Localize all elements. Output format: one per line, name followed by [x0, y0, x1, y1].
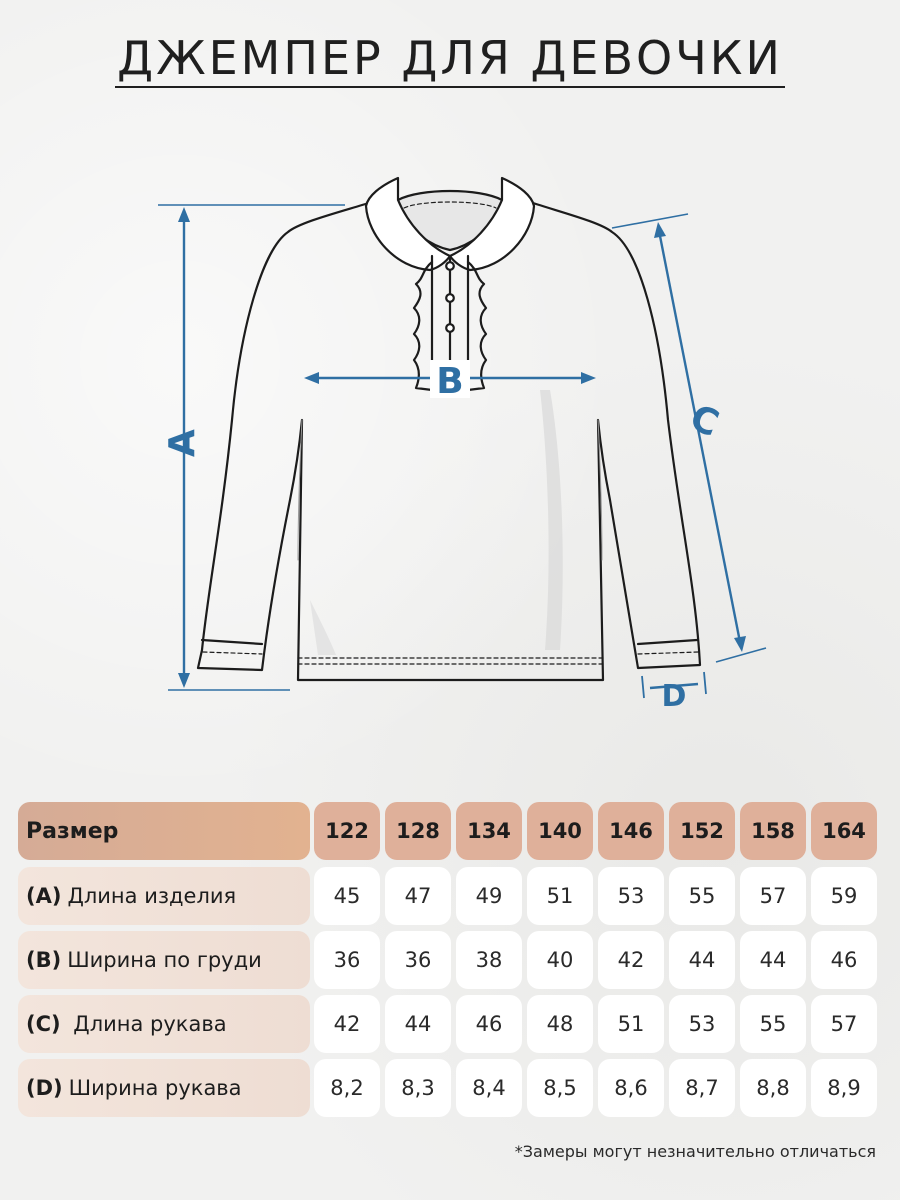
value-cell: 8,8: [740, 1059, 806, 1117]
table-row-d: [18, 1059, 878, 1117]
row-code: (C): [26, 1012, 61, 1036]
row-label: [18, 867, 310, 925]
value-cell: 53: [598, 867, 664, 925]
row-label: [18, 995, 310, 1053]
row-name: Ширина рукава: [68, 1076, 242, 1100]
dimension-c-label: C: [684, 397, 725, 446]
size-cell: 140: [527, 802, 593, 860]
value-cell: 40: [527, 931, 593, 989]
value-cell: 8,6: [598, 1059, 664, 1117]
value-cell: 53: [669, 995, 735, 1053]
size-cell: 152: [669, 802, 735, 860]
size-cell: 128: [385, 802, 451, 860]
row-label: [18, 1059, 310, 1117]
value-cell: 55: [740, 995, 806, 1053]
size-cell: 134: [456, 802, 522, 860]
value-cell: 8,4: [456, 1059, 522, 1117]
left-cuff: [202, 640, 262, 644]
button-2: [446, 294, 454, 302]
value-cell: 8,3: [385, 1059, 451, 1117]
size-cell: 122: [314, 802, 380, 860]
value-cell: 46: [811, 931, 877, 989]
value-cell: 8,9: [811, 1059, 877, 1117]
button-1: [446, 262, 454, 270]
value-cell: 44: [669, 931, 735, 989]
size-cell: 164: [811, 802, 877, 860]
size-cell: 158: [740, 802, 806, 860]
value-cell: 36: [314, 931, 380, 989]
dimension-b-label: B: [436, 361, 464, 402]
row-name: Ширина по груди: [67, 948, 262, 972]
value-cell: 8,5: [527, 1059, 593, 1117]
dimension-d-label: D: [661, 679, 687, 714]
value-cell: 49: [456, 867, 522, 925]
row-label: [18, 931, 310, 989]
value-cell: 46: [456, 995, 522, 1053]
row-code: (D): [26, 1076, 63, 1100]
row-name: Длина рукава: [66, 1012, 227, 1036]
value-cell: 36: [385, 931, 451, 989]
footnote: *Замеры могут незначительно отличаться: [514, 1142, 876, 1161]
ruffle-left: [414, 262, 432, 390]
value-cell: 57: [740, 867, 806, 925]
header-label: Размер: [18, 802, 310, 860]
page-title-text: ДЖЕМПЕР ДЛЯ ДЕВОЧКИ: [115, 30, 785, 88]
value-cell: 42: [314, 995, 380, 1053]
value-cell: 47: [385, 867, 451, 925]
size-cell: 146: [598, 802, 664, 860]
value-cell: 45: [314, 867, 380, 925]
row-code: (B): [26, 948, 62, 972]
row-code: (A): [26, 884, 62, 908]
value-cell: 38: [456, 931, 522, 989]
value-cell: 8,2: [314, 1059, 380, 1117]
value-cell: 57: [811, 995, 877, 1053]
dimension-c: [612, 214, 766, 662]
value-cell: 59: [811, 867, 877, 925]
value-cell: 44: [385, 995, 451, 1053]
value-cell: 8,7: [669, 1059, 735, 1117]
ruffle-right: [468, 262, 486, 390]
row-name: Длина изделия: [67, 884, 237, 908]
value-cell: 42: [598, 931, 664, 989]
value-cell: 51: [527, 867, 593, 925]
right-cuff: [638, 640, 697, 644]
table-header-row: [18, 802, 878, 860]
value-cell: 51: [598, 995, 664, 1053]
value-cell: 44: [740, 931, 806, 989]
button-3: [446, 324, 454, 332]
value-cell: 55: [669, 867, 735, 925]
table-row-b: [18, 931, 878, 989]
table-row-c: [18, 995, 878, 1053]
dimension-a-label: A: [162, 429, 203, 457]
value-cell: 48: [527, 995, 593, 1053]
table-row-a: [18, 867, 878, 925]
